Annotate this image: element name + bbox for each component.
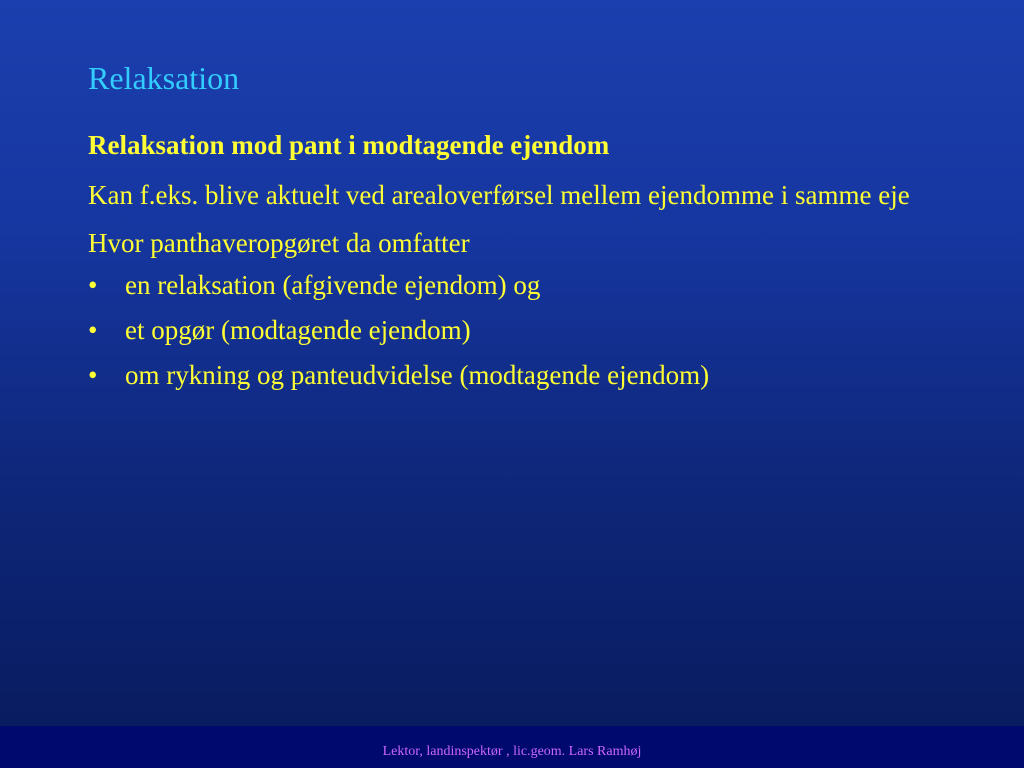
paragraph-arealoverforsel: Kan f.eks. blive aktuelt ved arealoverførsel mellem ejendomme i samme eje: [88, 180, 910, 210]
slide-content: [88, 126, 988, 401]
bullet-list: [88, 266, 988, 394]
bullet-dot-icon: •: [88, 270, 98, 300]
bullet-item: [88, 266, 988, 304]
footer-bar: [0, 726, 1024, 768]
bullet-text: et opgør (modtagende ejendom): [125, 315, 471, 345]
bullet-dot-icon: •: [88, 315, 98, 345]
bullet-text: om rykning og panteudvidelse (modtagende ejendom): [125, 360, 710, 390]
slide-title: Relaksation: [88, 60, 240, 96]
bullet-item: [88, 311, 988, 349]
paragraph-panthaveropgoret: Hvor panthaveropgøret da omfatter: [88, 228, 470, 258]
content-heading: Relaksation mod pant i modtagende ejendom: [88, 130, 610, 160]
bullet-item: [88, 356, 988, 394]
bullet-text: en relaksation (afgivende ejendom) og: [125, 270, 541, 300]
footer-author: Lektor, landinspektør , lic.geom. Lars Ramhøj: [382, 744, 642, 759]
bullet-dot-icon: •: [88, 360, 98, 390]
